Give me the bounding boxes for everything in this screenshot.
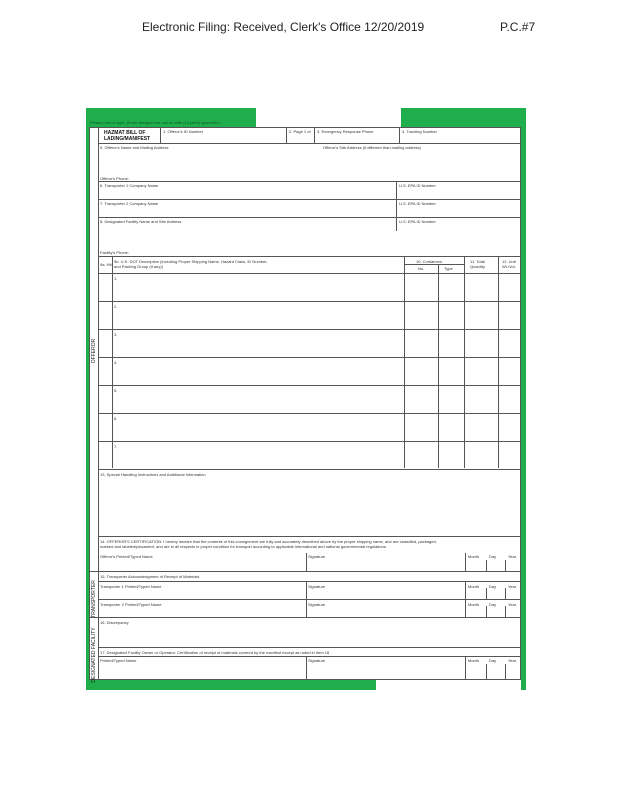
col-description-label: 9b. U.S. DOT Description (including Proper Shipping Name, Hazard Class, ID Number, and Packing Group (if any)) xyxy=(114,259,268,269)
col-type-label: Type xyxy=(444,266,453,271)
green-right-edge xyxy=(521,108,526,690)
col-unit-label: 12. Unit Wt./Vol. xyxy=(502,259,516,269)
field-14-certification: 14. OFFEROR'S CERTIFICATION: I hereby declare that the contents of this consignment are fully and accurately described above by the proper shipping name, and are classified, packaged, marked and labeled/placarded, and are in all respects in proper condition for transport according to applicable international and national governmental regulations. xyxy=(100,539,437,549)
transporter2-year-label: Year xyxy=(508,602,517,607)
side-label-transporter: TRANSPORTER xyxy=(91,580,97,618)
transporter1-month-label: Month xyxy=(468,584,480,589)
field-5-label: 5. Offeror's Name and Mailing Address xyxy=(100,145,169,150)
row-number: 5. xyxy=(114,388,118,393)
facility-day-label: Day xyxy=(489,658,497,663)
transporter1-year-label: Year xyxy=(508,584,517,589)
manifest-form xyxy=(86,108,526,690)
green-bottom-band xyxy=(86,680,376,690)
field-16-label: 16. Discrepancy xyxy=(100,620,129,625)
offeror-month-label: Month xyxy=(468,554,480,559)
row-number: 2. xyxy=(114,304,118,309)
transporter2-month-label: Month xyxy=(468,602,480,607)
filing-stamp: Electronic Filing: Received, Clerk's Office 12/20/2019 xyxy=(142,20,425,34)
field-8-label: 8. Designated Facility Name and Site Address xyxy=(100,219,182,224)
green-banner-text: Please print or type. (Form designed for use on elite (12-pitch) typewriter.) xyxy=(90,120,221,125)
field-7-label: 7. Transporter 2 Company Name xyxy=(100,201,159,206)
facility-year-label: Year xyxy=(508,658,517,663)
form-title: HAZMAT BILL OF LADING/MANIFEST xyxy=(104,130,151,142)
transporter1-signature-label: Signature xyxy=(308,584,326,589)
transporter2-signature-label: Signature xyxy=(308,602,326,607)
form-body xyxy=(89,127,521,680)
transporter2-day-label: Day xyxy=(489,602,497,607)
field-3-label: 3. Emergency Response Phone xyxy=(317,129,374,134)
offeror-signature-label: Signature xyxy=(308,554,326,559)
row-number: 4. xyxy=(114,360,118,365)
offeror-year-label: Year xyxy=(508,554,517,559)
epa-label-1: U.S. EPA ID Number xyxy=(399,183,436,188)
row-number: 7. xyxy=(114,444,118,449)
row-number: 6. xyxy=(114,416,118,421)
transporter1-name-label: Transporter 1 Printed/Typed Name xyxy=(100,584,162,589)
green-top-right-band xyxy=(401,108,526,127)
col-no-label: No. xyxy=(418,266,425,271)
offeror-phone-label: Offeror's Phone: xyxy=(100,176,129,181)
offeror-name-label: Offeror's Printed/Typed Name xyxy=(100,554,153,559)
field-6-label: 6. Transporter 1 Company Name xyxy=(100,183,159,188)
row-number: 1. xyxy=(114,276,118,281)
side-label-offeror: OFFEROR xyxy=(91,338,97,364)
col-hm-label: 9a. HM xyxy=(100,262,113,267)
epa-label-3: U.S. EPA ID Number xyxy=(399,219,436,224)
facility-phone-label: Facility's Phone: xyxy=(100,250,129,255)
transporter1-day-label: Day xyxy=(489,584,497,589)
offeror-site-label: Offeror's Site Address (if different than mailing address) xyxy=(323,145,421,150)
facility-name-label: Printed/Typed Name xyxy=(100,658,137,663)
facility-month-label: Month xyxy=(468,658,480,663)
field-17-label: 17. Designated Facility Owner or Operator: Certification of receipt of materials covered by the manifest except as noted in Item 16 xyxy=(100,650,330,655)
field-1-label: 1. Offeror's ID Number xyxy=(163,129,204,134)
field-4-label: 4. Tracking Number xyxy=(402,129,437,134)
side-label-facility: DESIGNATED FACILITY xyxy=(91,627,97,683)
offeror-day-label: Day xyxy=(489,554,497,559)
field-15-label: 15. Transporter Acknowledgment of Receipt of Materials xyxy=(100,574,200,579)
facility-signature-label: Signature xyxy=(308,658,326,663)
col-containers-label: 10. Containers xyxy=(416,259,443,264)
col-quantity-label: 11. Total Quantity xyxy=(470,259,485,269)
row-number: 3. xyxy=(114,332,118,337)
field-13-label: 13. Special Handling Instructions and Additional Information xyxy=(100,472,206,477)
field-2-label: 2. Page 1 of xyxy=(289,129,311,134)
document-id: P.C.#7 xyxy=(500,20,536,34)
transporter2-name-label: Transporter 2 Printed/Typed Name xyxy=(100,602,162,607)
epa-label-2: U.S. EPA ID Number xyxy=(399,201,436,206)
